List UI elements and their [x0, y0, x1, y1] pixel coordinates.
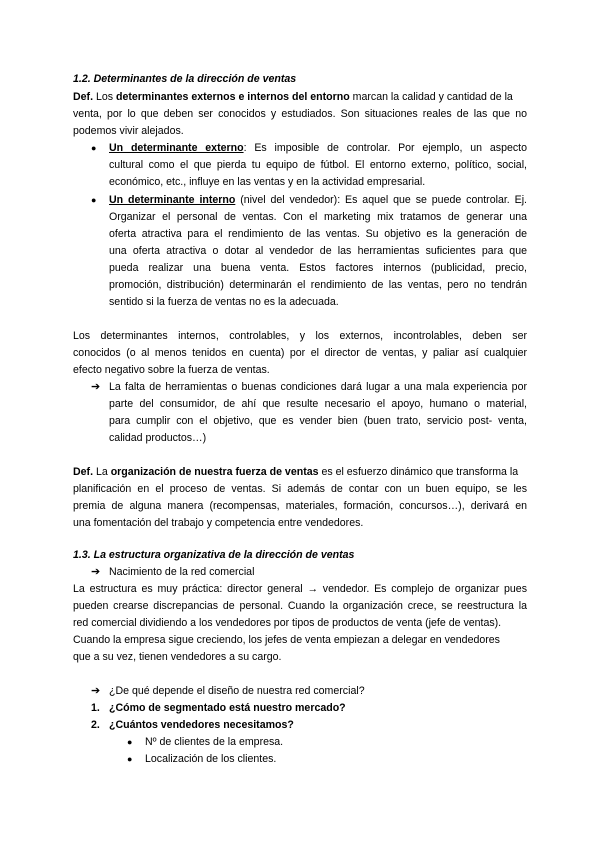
def-label: Def.	[73, 466, 94, 478]
bullet-internal-line-1: Un determinante interno (nivel del vendedor): Es aquel que se puede controlar. Ej.	[109, 194, 527, 206]
section-heading-1-3: 1.3. La estructura organizativa de la dirección de ventas	[73, 549, 355, 561]
definition-paragraph-1-line-3: podemos vivir alejados.	[73, 125, 184, 137]
bullet-internal-line-6: promoción, distribución) determinarán el rendimiento de las ventas, pero no tendrán	[109, 279, 527, 291]
def-term: organización de nuestra fuerza de ventas	[110, 466, 319, 478]
bullet-internal-line-4: una oferta atractiva o dotar al vendedor de las herramientas suficientes para que	[109, 245, 527, 257]
sub-item-1: Nº de clientes de la empresa.	[145, 736, 284, 748]
definition-paragraph-2-line-1: Def. La organización de nuestra fuerza de ventas es el esfuerzo dinámico que transforma la	[73, 466, 519, 478]
arrow-item-line-2: parte del consumidor, de ahí que resulte necesario el apoyo, humano o material,	[109, 398, 527, 410]
arrow-item-line-3: para cumplir con el objetivo, que es vender bien (buen trato, servicio post- venta,	[109, 415, 527, 427]
def-term: determinantes externos e internos del entorno	[115, 91, 350, 103]
paragraph-3-line-5: que a su vez, tienen vendedores a su cargo.	[73, 651, 282, 663]
arrow-icon: ➔	[91, 566, 101, 578]
bullet-dot: ●	[127, 754, 133, 764]
arrow-icon: ➔	[91, 685, 101, 697]
bullet-internal-line-7: sentido si la fuerza de ventas no es la adecuada.	[109, 296, 339, 308]
paragraph-3-line-2: pueden crearse discrepancias de personal. Cuando la organización crece, se reestructura la	[73, 600, 527, 612]
sub-item-2: Localización de los clientes.	[145, 753, 277, 765]
paragraph-2-line-1: Los determinantes internos, controlables, y los externos, incontrolables, deben ser	[73, 330, 527, 342]
bullet-external-line-2: cultural como el que pierda tu equipo de fútbol. El entorno externo, político, social,	[109, 159, 527, 171]
question-line: ¿De qué depende el diseño de nuestra red comercial?	[109, 685, 365, 697]
bullet-external-term: Un determinante externo	[109, 142, 244, 154]
bullet-internal-line-3: oferta atractiva para el rendimiento de las ventas. Su objetivo es la generación de	[109, 228, 527, 240]
list-item-2: ¿Cuántos vendedores necesitamos?	[109, 719, 294, 731]
arrow-intro: Nacimiento de la red comercial	[109, 566, 255, 578]
list-number-1: 1.	[91, 702, 100, 714]
bullet-dot: ●	[127, 737, 133, 747]
definition-paragraph-1-line-2: venta, por lo que deben ser conocidos y estudiados. Son situaciones reales de las que no	[73, 108, 527, 120]
bullet-internal-term: Un determinante interno	[109, 194, 236, 206]
definition-paragraph-1-line-1: Def. Los determinantes externos e internos del entorno marcan la calidad y cantidad de la	[73, 91, 513, 103]
definition-paragraph-2-line-2: planificación en el proceso de ventas. Si además de contar con un buen equipo, se les	[73, 483, 527, 495]
paragraph-3-line-3: red comercial dividiendo a los vendedores por tipos de productos de venta (jefe de ventas).	[73, 617, 502, 629]
bullet-dot: ●	[91, 143, 97, 153]
definition-paragraph-2-line-3: premia de alguna manera (recompensas, materiales, formación, concursos…), derivará en	[73, 500, 527, 512]
list-number-2: 2.	[91, 719, 100, 731]
arrow-item-line-4: calidad productos…)	[109, 432, 207, 444]
paragraph-2-line-2: conocidos (o al menos tenidos en cuenta) por el director de ventas, y paliar así cualquier	[73, 347, 527, 359]
bullet-dot: ●	[91, 195, 97, 205]
paragraph-2-line-3: efecto negativo sobre la fuerza de ventas.	[73, 364, 270, 376]
paragraph-3-line-1: La estructura es muy práctica: director general → vendedor. Es complejo de organizar pues	[73, 583, 527, 595]
bullet-external-line-1: Un determinante externo: Es imposible de controlar. Por ejemplo, un aspecto	[109, 142, 527, 154]
arrow-icon: ➔	[91, 381, 101, 393]
def-label: Def.	[73, 91, 94, 103]
bullet-internal-line-2: Organizar el personal de ventas. Con el marketing mix tratamos de generar una	[109, 211, 527, 223]
list-item-1: ¿Cómo de segmentado está nuestro mercado?	[109, 702, 346, 714]
arrow-item-line-1: La falta de herramientas o buenas condiciones dará lugar a una mala experiencia por	[109, 381, 527, 393]
section-heading-1-2: 1.2. Determinantes de la dirección de ventas	[73, 73, 297, 85]
definition-paragraph-2-line-4: una fomentación del trabajo y competencia entre vendedores.	[73, 517, 364, 529]
paragraph-3-line-4: Cuando la empresa sigue creciendo, los jefes de venta empiezan a delegar en vendedores	[73, 634, 500, 646]
bullet-external-line-3: económico, etc., influye en las ventas y en la actividad empresarial.	[109, 176, 426, 188]
bullet-internal-line-5: pueda realizar una buena venta. Estos factores internos (publicidad, precio,	[109, 262, 527, 274]
